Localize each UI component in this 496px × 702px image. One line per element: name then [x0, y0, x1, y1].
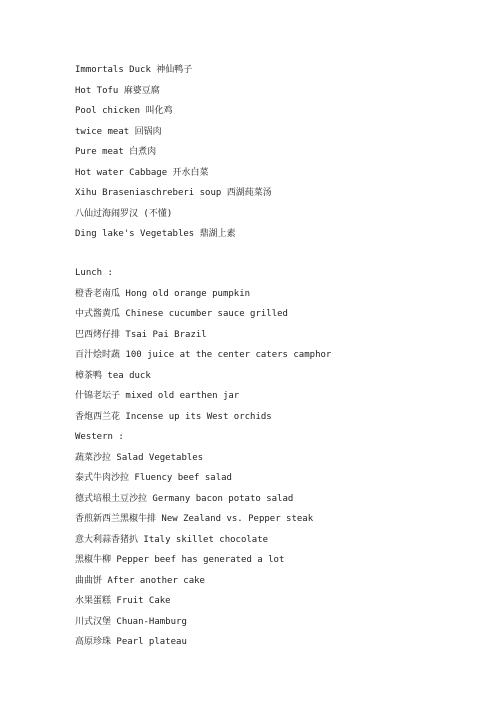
western-item: 水果蛋糕 Fruit Cake [75, 596, 171, 606]
dish-item: Ding lake's Vegetables 鼎湖上素 [75, 229, 236, 239]
dish-item: 八仙过海闹罗汉 (不懂) [75, 208, 173, 219]
dish-item: Hot water Cabbage 开水白菜 [75, 167, 209, 178]
western-item: 川式汉堡 Chuan-Hamburg [75, 616, 187, 627]
dish-item: Immortals Duck 神仙鸭子 [75, 65, 193, 75]
western-header: Western : [75, 432, 124, 442]
lunch-item: 橙香老南瓜 Hong old orange pumpkin [75, 288, 251, 299]
dish-item: Pure meat 白煮肉 [75, 147, 157, 157]
western-item: 曲曲饼 After another cake [75, 575, 205, 586]
dish-item: Pool chicken 叫化鸡 [75, 106, 173, 116]
western-item: 泰式牛肉沙拉 Fluency beef salad [75, 473, 232, 483]
lunch-header: Lunch : [75, 268, 113, 278]
western-item: 香煎新西兰黑椒牛排 New Zealand vs. Pepper steak [75, 514, 314, 524]
western-item: 高原珍珠 Pearl plateau [75, 637, 187, 647]
dish-item: Hot Tofu 麻婆豆腐 [75, 85, 160, 96]
lunch-item: 什锦老坛子 mixed old earthen jar [75, 391, 240, 401]
dish-item: twice meat 回锅肉 [75, 126, 162, 137]
lunch-item: 中式酱黄瓜 Chinese cucumber sauce grilled [75, 309, 288, 319]
lunch-item: 巴西烤仔排 Tsai Pai Brazil [75, 329, 207, 340]
western-item: 德式培根土豆沙拉 Germany bacon potato salad [75, 493, 294, 504]
western-item: 蔬菜沙拉 Salad Vegetables [75, 452, 204, 463]
lunch-item: 香炮西兰花 Incense up its West orchids [75, 411, 272, 422]
western-item: 黑椒牛柳 Pepper beef has generated a lot [75, 555, 285, 565]
lunch-item: 樟茶鸭 tea duck [75, 370, 151, 381]
dish-item: Xihu Braseniaschreberi soup 西湖莼菜汤 [75, 188, 272, 198]
menu-sections [75, 263, 475, 653]
dish-list [75, 60, 475, 245]
lunch-item: 百汁烩时蔬 100 juice at the center caters camphor [75, 350, 332, 360]
western-item: 意大利蒜香猪扒 Italy skillet chocolate [75, 534, 269, 545]
